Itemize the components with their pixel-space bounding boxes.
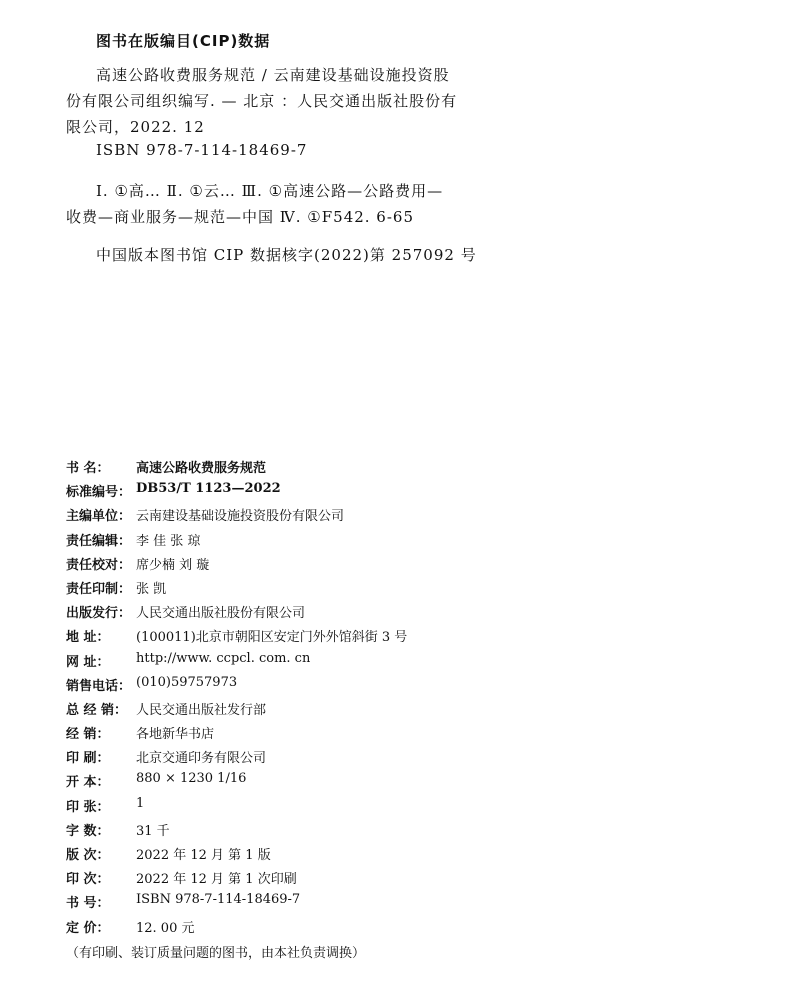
cip-title: 图书在版编目(CIP)数据: [96, 32, 271, 50]
info-value: http://www. ccpcl. com. cn: [136, 650, 311, 666]
info-value: (010)59757973: [136, 674, 238, 690]
info-value: 席少楠 刘 璇: [136, 557, 210, 573]
info-value: 12. 00 元: [136, 920, 195, 936]
cip-classification-line-1: Ⅰ. ①高… Ⅱ. ①云… Ⅲ. ①高速公路—公路费用—: [96, 182, 444, 200]
info-label: 出版发行：: [66, 606, 132, 622]
info-value: 北京交通印务有限公司: [136, 751, 267, 767]
publication-info-list: [66, 457, 766, 941]
info-label: 责任编辑：: [66, 533, 132, 549]
info-value: DB53/T 1123—2022: [136, 481, 281, 497]
info-value: (100011)北京市朝阳区安定门外外馆斜街 3 号: [136, 630, 408, 646]
info-value: 1: [136, 795, 145, 811]
info-row-title: [66, 457, 766, 481]
cip-record-number: 中国版本图书馆 CIP 数据核字(2022)第 257092 号: [96, 246, 477, 264]
info-value: 云南建设基础设施投资股份有限公司: [136, 509, 345, 525]
info-row-address: [66, 626, 766, 650]
info-row-standard-number: [66, 481, 766, 505]
info-row-responsible-editor: [66, 530, 766, 554]
info-label: 定 价：: [66, 920, 110, 936]
info-value: 张 凯: [136, 581, 167, 597]
cip-description-line-2: 份有限公司组织编写. — 北京 ：人民交通出版社股份有: [66, 92, 458, 110]
info-label: 责任印制：: [66, 581, 132, 597]
info-value: 31 千: [136, 823, 170, 839]
info-row-book-number: [66, 892, 766, 916]
cip-isbn: ISBN 978-7-114-18469-7: [96, 141, 308, 159]
info-label: 印 张：: [66, 799, 110, 815]
info-label: 责任校对：: [66, 557, 132, 573]
info-row-distributor: [66, 723, 766, 747]
info-label: 销售电话：: [66, 678, 132, 694]
info-label: 总 经 销：: [66, 702, 128, 718]
info-row-publisher: [66, 602, 766, 626]
info-label: 网 址：: [66, 654, 110, 670]
info-label: 开 本：: [66, 775, 110, 791]
info-row-format: [66, 771, 766, 795]
info-value: 880 × 1230 1/16: [136, 771, 247, 787]
info-label: 标准编号：: [66, 485, 132, 501]
info-value: ISBN 978-7-114-18469-7: [136, 892, 301, 908]
info-label: 版 次：: [66, 848, 110, 863]
info-row-word-count: [66, 820, 766, 844]
info-value: 人民交通出版社股份有限公司: [136, 606, 306, 622]
info-row-impression: [66, 868, 766, 892]
info-value: 人民交通出版社发行部: [136, 702, 267, 718]
info-label: 印 次：: [66, 872, 110, 888]
info-row-edition: [66, 844, 766, 868]
info-label: 书 号：: [66, 896, 110, 912]
info-row-printer: [66, 747, 766, 771]
info-label: 字 数：: [66, 823, 110, 839]
info-label: 经 销：: [66, 727, 110, 743]
info-row-website: [66, 651, 766, 675]
info-label: 主编单位：: [66, 509, 132, 525]
info-row-proofreader: [66, 554, 766, 578]
info-label: 书 名：: [66, 461, 110, 476]
info-value: 2022 年 12 月 第 1 次印刷: [136, 872, 297, 888]
info-value: 高速公路收费服务规范: [136, 461, 267, 476]
cip-description-line-1: 高速公路收费服务规范 / 云南建设基础设施投资股: [96, 66, 450, 84]
info-row-general-distributor: [66, 699, 766, 723]
info-row-print-manager: [66, 578, 766, 602]
info-value: 各地新华书店: [136, 727, 215, 743]
cip-classification-line-2: 收费—商业服务—规范—中国 Ⅳ. ①F542. 6-65: [66, 208, 415, 226]
info-label: 印 刷：: [66, 751, 110, 767]
info-value: 2022 年 12 月 第 1 版: [136, 848, 271, 863]
info-value: 李 佳 张 琼: [136, 533, 201, 549]
info-row-sales-phone: [66, 675, 766, 699]
info-row-sheets: [66, 796, 766, 820]
info-row-price: [66, 917, 766, 941]
info-label: 地 址：: [66, 630, 110, 646]
cip-description-line-3: 限公司，2022. 12: [66, 118, 205, 136]
info-row-editor-unit: [66, 505, 766, 529]
quality-note: （有印刷、装订质量问题的图书，由本社负责调换）: [66, 946, 366, 961]
